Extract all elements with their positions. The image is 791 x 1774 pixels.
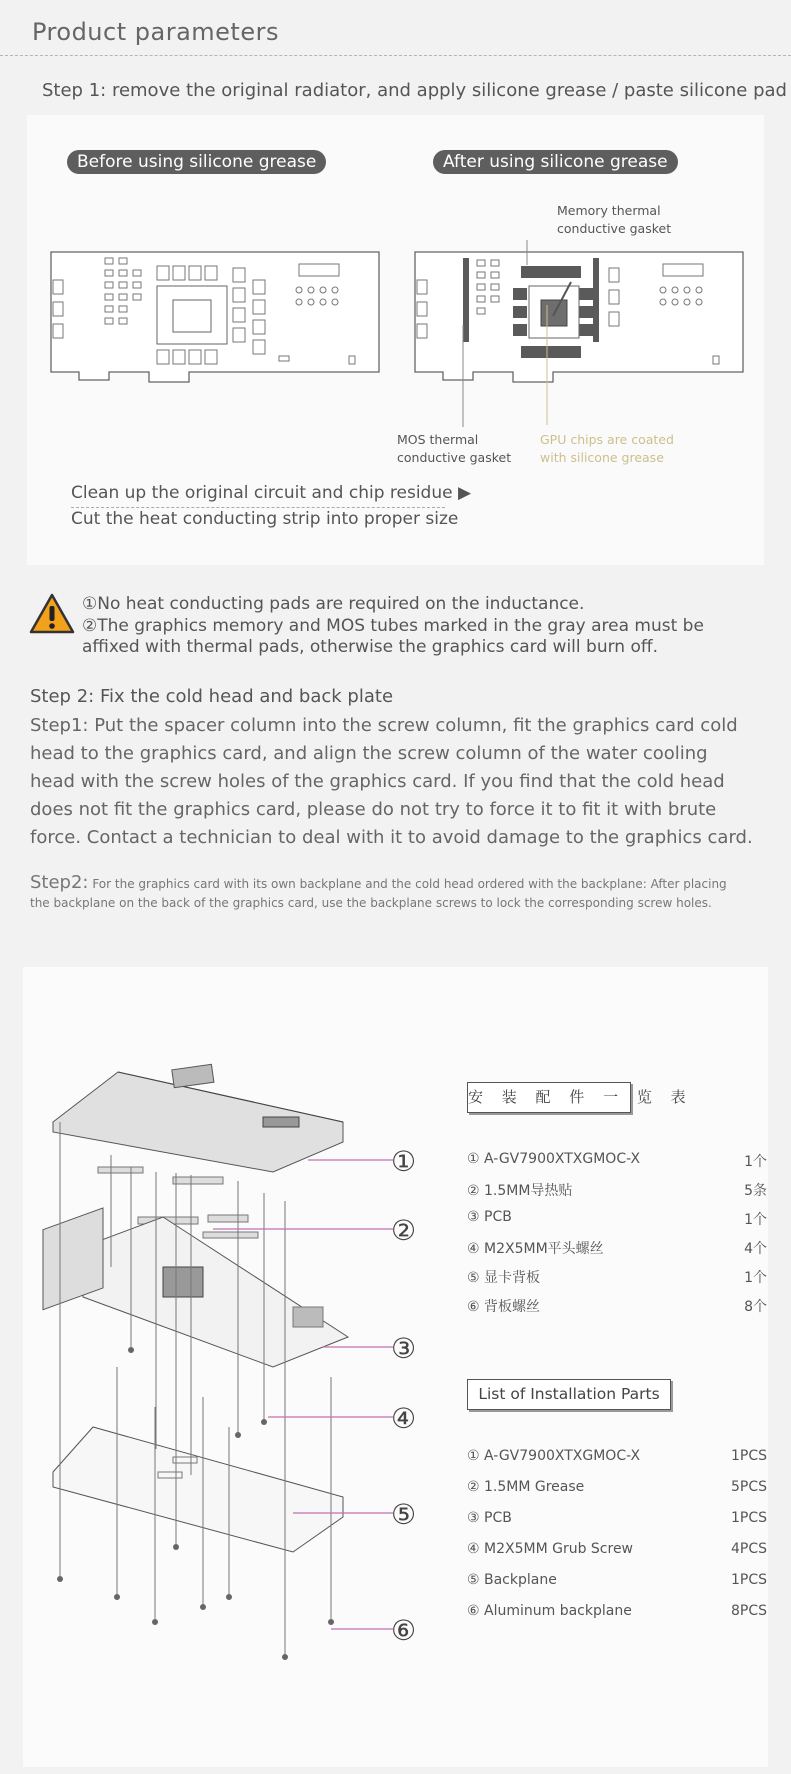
parts-en-row (467, 1479, 767, 1499)
part-qty: 1个 (744, 1154, 767, 1170)
callout-2: ② (391, 1214, 417, 1247)
installation-panel (23, 967, 768, 1767)
title-divider (0, 55, 791, 56)
parts-cn-row (467, 1180, 767, 1200)
clean-instruction-text: Clean up the original circuit and chip residue (71, 483, 453, 503)
gpu-grease-note: GPU chips are coated with silicone grease (540, 432, 674, 465)
part-qty: 5条 (744, 1183, 767, 1199)
part-qty: 1PCS (730, 1572, 767, 1588)
parts-list-en-heading: List of Installation Parts (467, 1379, 671, 1410)
exploded-view-diagram (23, 967, 453, 1687)
mos-gasket-note: MOS thermal conductive gasket (397, 432, 512, 465)
cut-instruction: Cut the heat conducting strip into proper size (71, 509, 459, 529)
parts-en-row (467, 1510, 767, 1530)
step2-substep (30, 873, 750, 913)
part-qty: 1PCS (730, 1448, 767, 1464)
memory-gasket-note: Memory thermal conductive gasket (557, 203, 672, 236)
step2-label: Step2: (30, 872, 89, 893)
step1-heading: Step 1: remove the original radiator, and apply silicone grease / paste silicone pad (42, 80, 787, 101)
warning-icon (28, 592, 76, 636)
callout-leaders (27, 115, 764, 445)
parts-en-row (467, 1603, 767, 1623)
warning-line-2: ②The graphics memory and MOS tubes marked in the gray area must be affixed with thermal pads, otherwise the graphics card will burn off. (82, 616, 704, 657)
part-name: ⑤ 显卡背板 (467, 1270, 541, 1286)
part-name: ① A-GV7900XTXGMOC-X (467, 1151, 641, 1167)
part-name: ② 1.5MM Grease (467, 1479, 585, 1495)
part-name: ⑥ Aluminum backplane (467, 1603, 632, 1619)
part-name: ① A-GV7900XTXGMOC-X (467, 1448, 641, 1464)
clean-divider (71, 507, 445, 508)
parts-en-row (467, 1541, 767, 1561)
part-qty: 4个 (744, 1241, 767, 1257)
part-name: ④ M2X5MM平头螺丝 (467, 1241, 604, 1257)
part-qty: 8个 (744, 1299, 767, 1315)
part-qty: 1PCS (730, 1510, 767, 1526)
part-qty: 8PCS (730, 1603, 767, 1619)
callout-5: ⑤ (391, 1498, 417, 1531)
step2-heading: Step 2: Fix the cold head and back plate (30, 686, 394, 707)
parts-en-row (467, 1448, 767, 1468)
part-name: ② 1.5MM导热贴 (467, 1183, 573, 1199)
parts-cn-row (467, 1151, 767, 1171)
step2-text: For the graphics card with its own backplane and the cold head ordered with the backplane: After placing the backplane on the back of the graphics card, use the backplane screws to lock the corresponding screw holes. (30, 877, 727, 910)
part-qty: 4PCS (730, 1541, 767, 1557)
clean-instruction (71, 483, 471, 503)
part-name: ③ PCB (467, 1510, 512, 1526)
step1-panel (27, 115, 764, 565)
parts-list-cn-heading: 安 装 配 件 一 览 表 (467, 1082, 631, 1113)
parts-cn-row (467, 1238, 767, 1258)
after-label: After using silicone grease (433, 150, 678, 174)
parts-cn-row (467, 1267, 767, 1287)
parts-cn-row (467, 1209, 767, 1229)
part-qty: 1个 (744, 1270, 767, 1286)
callout-4: ④ (391, 1402, 417, 1435)
part-qty: 1个 (744, 1212, 767, 1228)
callout-3: ③ (391, 1332, 417, 1365)
part-qty: 5PCS (730, 1479, 767, 1495)
warning-line-1: ①No heat conducting pads are required on the inductance. (82, 594, 585, 614)
part-name: ④ M2X5MM Grub Screw (467, 1541, 634, 1557)
callout-1: ① (391, 1145, 417, 1178)
part-name: ⑥ 背板螺丝 (467, 1299, 541, 1315)
part-name: ③ PCB (467, 1209, 512, 1225)
callout-6: ⑥ (391, 1614, 417, 1647)
parts-cn-row (467, 1296, 767, 1316)
before-label: Before using silicone grease (67, 150, 326, 174)
parts-en-row (467, 1572, 767, 1592)
page-title: Product parameters (32, 18, 279, 46)
play-arrow-icon: ▶ (452, 483, 472, 503)
part-name: ⑤ Backplane (467, 1572, 557, 1588)
step2-body: Step1: Put the spacer column into the screw column, fit the graphics card cold head to the graphics card, and align the screw column of the water cooling head with the screw holes of the graphics card. If you find that the cold head does not fit the graphics card, please do not try to force it to fit it with brute force. Contact a technician to deal with it to avoid damage to the graphics card. (30, 715, 753, 848)
